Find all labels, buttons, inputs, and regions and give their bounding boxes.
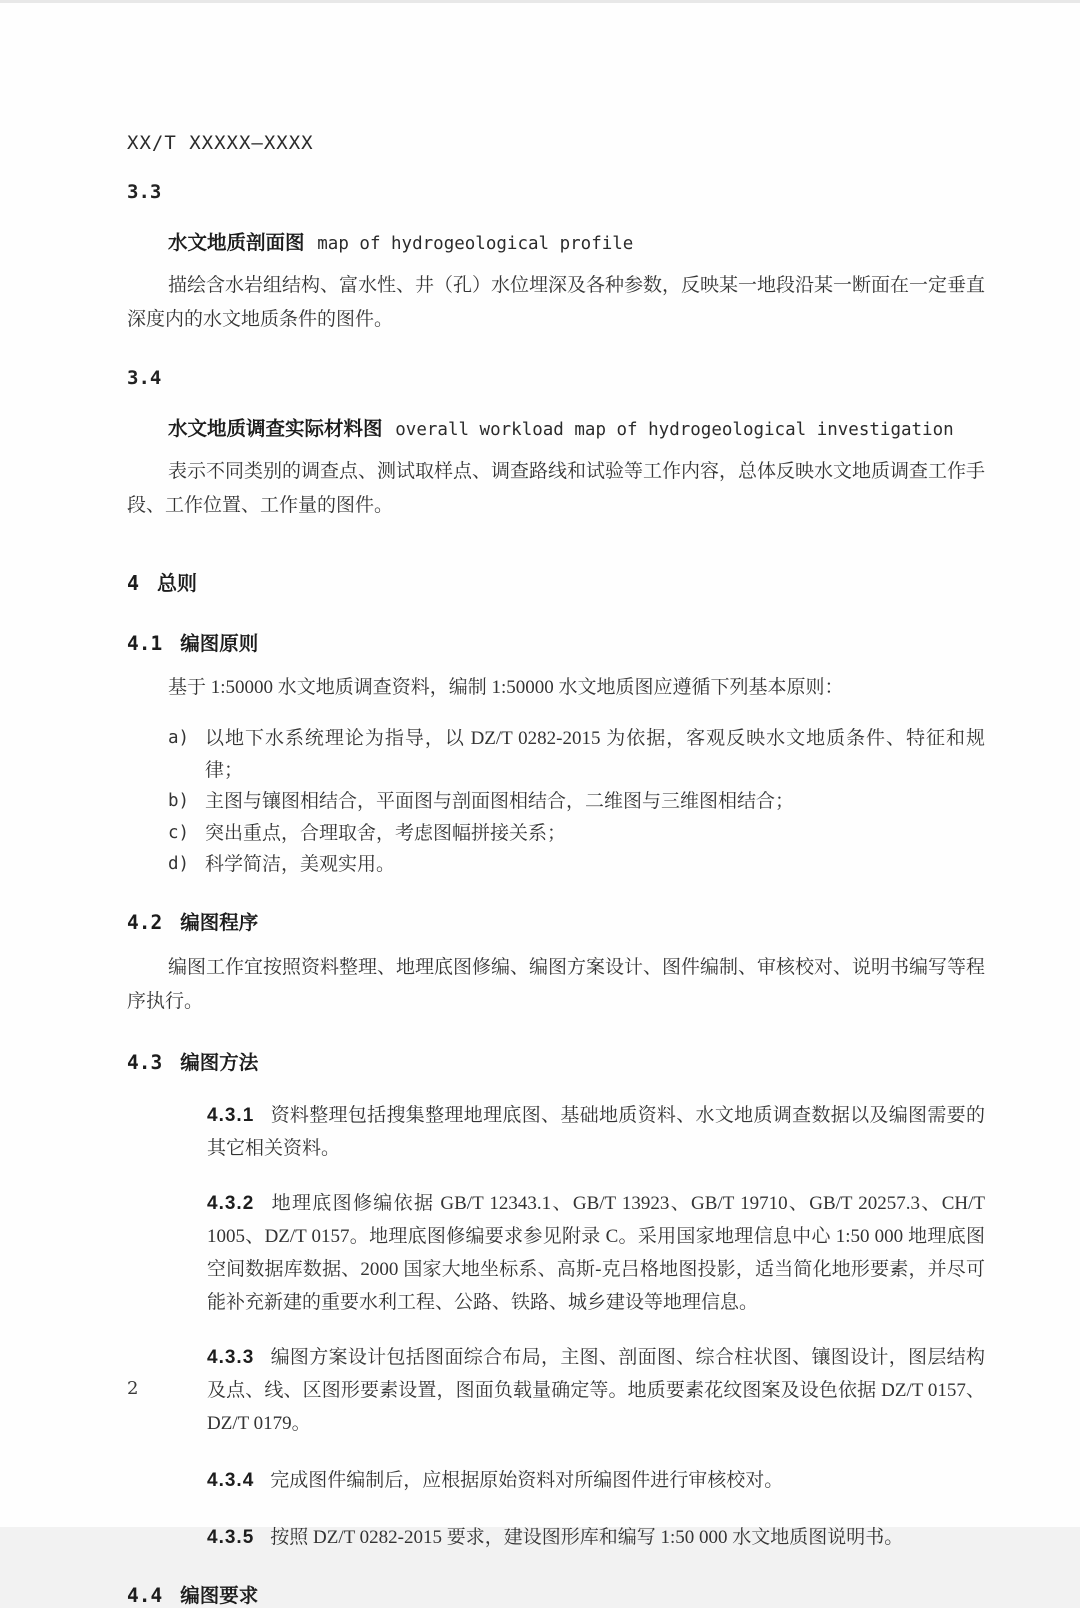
list-item-text: 科学简洁，美观实用。: [205, 854, 396, 875]
list-item-text: 突出重点，合理取舍，考虑图幅拼接关系；: [205, 822, 567, 844]
section-number: 4.4: [127, 1583, 163, 1607]
list-item-text: 主图与镶图相结合，平面图与剖面图相结合，二维图与三维图相结合；: [205, 791, 795, 812]
list-item-label: d): [168, 854, 190, 874]
clause-4-3-1: [207, 1099, 985, 1165]
clause-text: 按照 DZ/T 0282-2015 要求，建设图形库和编写 1:50 000 水文地质图说明书。: [270, 1526, 904, 1548]
section-4-2-body: 编图工作宜按照资料整理、地理底图修编、编图方案设计、图件编制、审核校对、说明书编写等程序执行。: [127, 956, 986, 1012]
chapter-heading-4: [127, 567, 985, 596]
list-item: [127, 786, 985, 818]
principles-list: [127, 723, 985, 881]
section-title: 编图程序: [180, 911, 259, 934]
term-entry: [127, 413, 985, 441]
section-heading-4-3: [127, 1047, 985, 1075]
clause-number: 4.3.1: [207, 1104, 255, 1126]
section-heading-4-1: [127, 628, 985, 656]
clause-number: 4.3.2: [207, 1192, 255, 1214]
term-en: map of hydrogeological profile: [317, 234, 634, 254]
list-item: [127, 723, 985, 786]
clause-heading-3-4: 3.4: [127, 367, 162, 389]
clause-text: 编图方案设计包括图面综合布局，主图、剖面图、综合柱状图、镶图设计，图层结构及点、线、区图形要素设置，图面负载量确定等。地质要素花纹图案及设色依据 DZ/T 0157、DZ/T 0179。: [207, 1346, 985, 1434]
clause-4-3-2: [207, 1187, 985, 1319]
term-en: overall workload map of hydrogeological investigation: [395, 420, 954, 440]
list-item: [127, 818, 985, 850]
clause-text: 资料整理包括搜集整理地理底图、基础地质资料、水文地质调查数据以及编图需要的其它相关资料。: [207, 1104, 985, 1159]
clause-4-3-3: [207, 1341, 985, 1440]
section-heading-4-4: [127, 1580, 985, 1608]
list-item: [127, 849, 985, 881]
chapter-title: 总则: [157, 573, 198, 595]
clause-number: 4.3.3: [207, 1346, 255, 1368]
section-number: 4.3: [127, 1050, 163, 1074]
section-number: 4.1: [127, 632, 163, 655]
term-zh: 水文地质剖面图: [168, 232, 305, 254]
term-entry: [127, 227, 985, 255]
section-title: 编图要求: [180, 1584, 259, 1607]
clause-4-3-5: [207, 1521, 985, 1554]
list-item-label: a): [168, 728, 190, 748]
term-definition: 描绘含水岩组结构、富水性、井（孔）水位埋深及各种参数，反映某一地段沿某一断面在一定垂直深度内的水文地质条件的图件。: [127, 275, 986, 330]
clause-text: 完成图件编制后，应根据原始资料对所编图件进行审核校对。: [270, 1469, 784, 1491]
section-title: 编图方法: [180, 1051, 259, 1074]
clause-number: 4.3.4: [207, 1469, 255, 1491]
doc-code-header: XX/T XXXXX—XXXX: [127, 132, 314, 154]
clause-number: 4.3.5: [207, 1526, 255, 1548]
term-zh: 水文地质调查实际材料图: [168, 418, 383, 440]
term-definition: 表示不同类别的调查点、测试取样点、调查路线和试验等工作内容，总体反映水文地质调查工作手段、工作位置、工作量的图件。: [127, 461, 986, 516]
chapter-number: 4: [127, 571, 140, 595]
section-4-1-intro: 基于 1:50000 水文地质调查资料，编制 1:50000 水文地质图应遵循下列基本原则：: [168, 677, 844, 698]
page-number: 2: [127, 1378, 139, 1399]
section-number: 4.2: [127, 910, 163, 934]
list-item-text: 以地下水系统理论为指导，以 DZ/T 0282-2015 为依据，客观反映水文地质条件、特征和规律；: [205, 728, 985, 781]
section-title: 编图原则: [180, 633, 259, 655]
clause-heading-3-3: 3.3: [127, 181, 162, 203]
list-item-label: c): [168, 822, 190, 843]
list-item-label: b): [168, 791, 190, 811]
section-heading-4-2: [127, 907, 985, 935]
clause-text: 地理底图修编依据 GB/T 12343.1、GB/T 13923、GB/T 19710、GB/T 20257.3、CH/T 1005、DZ/T 0157。地理底图修编要求参见附录 C。采用国家地理信息中心 1:50 000 地理底图空间数据库数据、2000 国家大地坐标系、高斯-克吕格地图投影，适当简化地形要素，并尽可能补充新建的重要水利工程、公路、铁路、城乡建设等地理信息。: [207, 1192, 985, 1313]
clause-4-3-4: [207, 1464, 985, 1497]
